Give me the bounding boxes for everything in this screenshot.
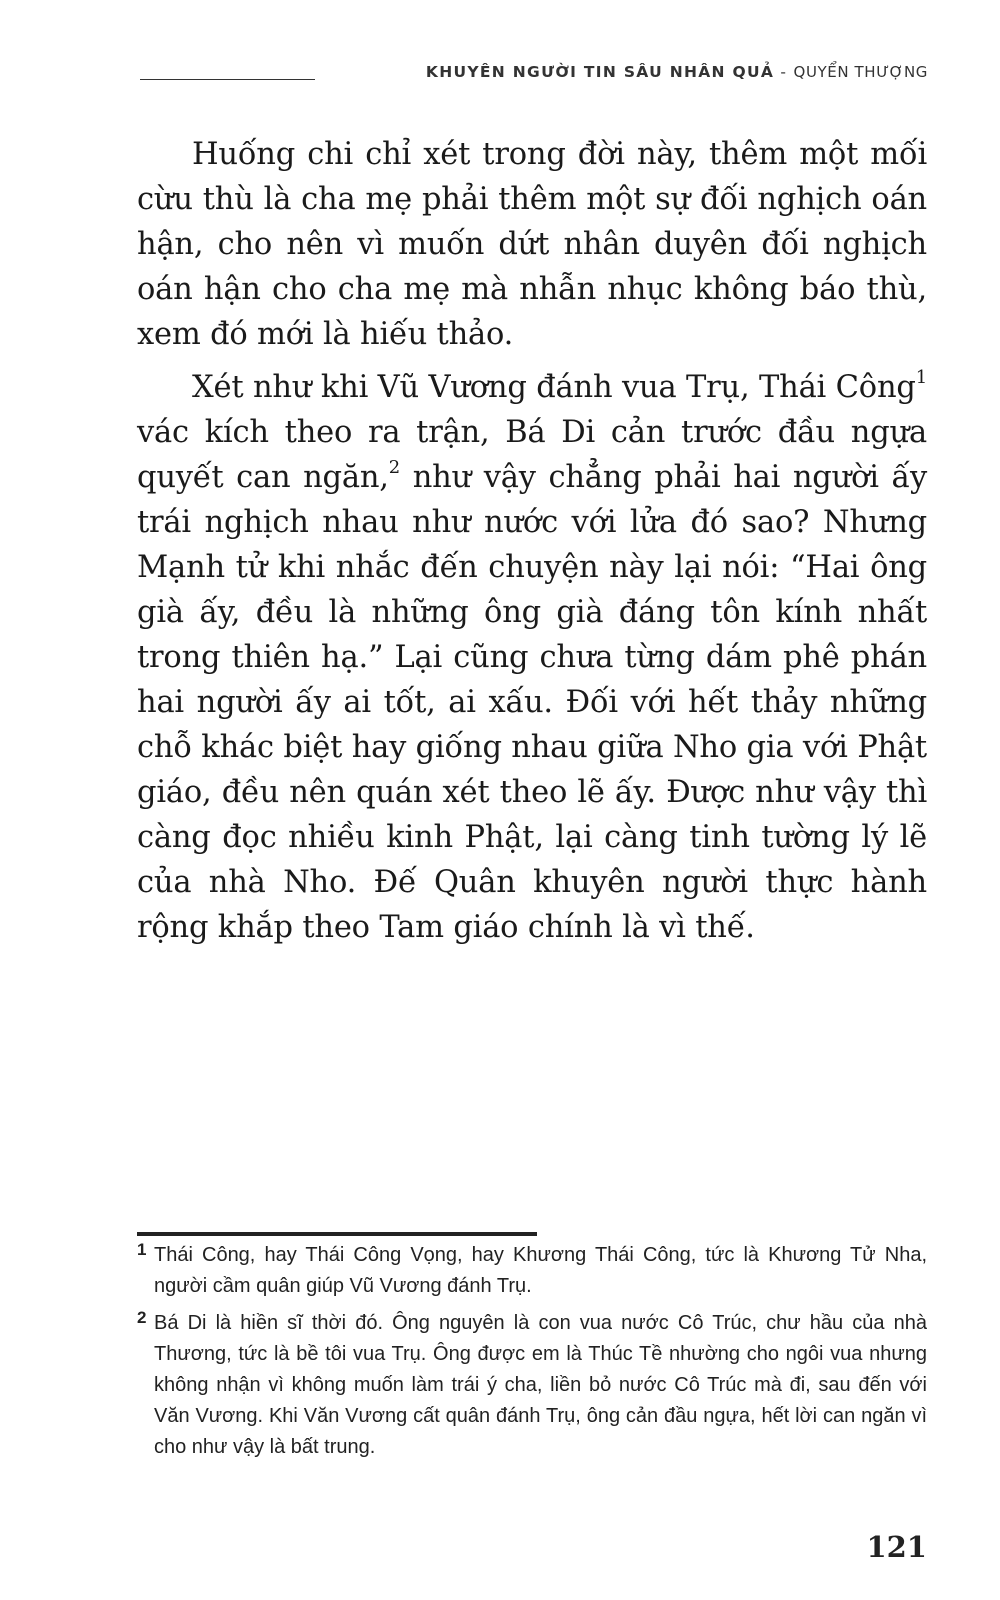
footnote-ref-2[interactable]: 2 (388, 457, 401, 478)
paragraph-2-part-2: vác kích theo ra trận, Bá Di cản trước đầu ngựa quyết can ngăn, (137, 415, 927, 495)
paragraph-1: Huống chi chỉ xét trong đời này, thêm một mối cừu thù là cha mẹ phải thêm một sự đối nghịch oán hận, cho nên vì muốn dứt nhân duyên đối nghịch oán hận cho cha mẹ mà nhẫn nhục không báo thù, xem đó mới là hiếu thảo. (137, 137, 927, 352)
paragraph-2-part-3: như vậy chẳng phải hai người ấy trái nghịch nhau như nước với lửa đó sao? Nhưng Mạnh tử khi nhắc đến chuyện này lại nói: “Hai ông già ấy, đều là những ông già đáng tôn kính nhất trong thiên hạ.” Lại cũng chưa từng dám phê phán hai người ấy ai tốt, ai xấu. Đối với hết thảy những chỗ khác biệt hay giống nhau giữa Nho gia với Phật giáo, đều nên quán xét theo lẽ ấy. Được như vậy thì càng đọc nhiều kinh Phật, lại càng tinh tường lý lẽ của nhà Nho. Đế Quân khuyên người thực hành rộng khắp theo Tam giáo chính là vì thế. (137, 460, 927, 945)
footnote-2 (137, 1308, 927, 1463)
footnotes (137, 1240, 927, 1469)
volume-label: QUYỂN THƯỢNG (793, 63, 928, 81)
header-rule (140, 79, 315, 80)
footnote-2-number: 2 (137, 1308, 147, 1327)
book-title: KHUYÊN NGƯỜI TIN SÂU NHÂN QUẢ (425, 63, 775, 81)
header-separator: - (774, 63, 794, 81)
paragraph-2-part-1: Xét như khi Vũ Vương đánh vua Trụ, Thái Công (192, 370, 916, 405)
footnote-2-text: Bá Di là hiền sĩ thời đó. Ông nguyên là con vua nước Cô Trúc, chư hầu của nhà Thương, tức là bề tôi vua Trụ. Ông được em là Thúc Tề nhường cho ngôi vua nhưng không nhận vì không muốn làm trái ý cha, liền bỏ nước Cô Trúc mà đi, sau đến với Văn Vương. Khi Văn Vương cất quân đánh Trụ, ông cản đầu ngựa, hết lời can ngăn vì cho như vậy là bất trung. (154, 1312, 927, 1458)
footnote-1-number: 1 (137, 1240, 147, 1259)
page-number: 121 (866, 1530, 927, 1564)
main-text (137, 132, 927, 958)
footnote-divider (137, 1232, 537, 1236)
paragraph-2 (137, 365, 927, 950)
footnote-ref-1[interactable]: 1 (915, 367, 927, 388)
footnote-1 (137, 1240, 927, 1302)
header-text (426, 63, 928, 81)
footnote-1-text: Thái Công, hay Thái Công Vọng, hay Khương Thái Công, tức là Khương Tử Nha, người cầm quân giúp Vũ Vương đánh Trụ. (154, 1244, 927, 1297)
running-header (0, 62, 1000, 92)
